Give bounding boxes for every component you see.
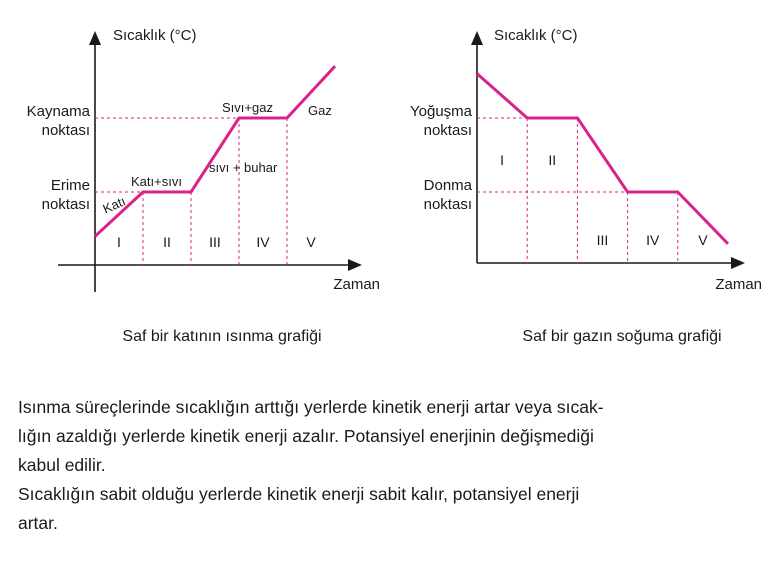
x-axis-title: Zaman: [333, 276, 380, 293]
region-label: II: [548, 152, 557, 168]
y-level-label-line: noktası: [423, 196, 472, 213]
x-axis-arrow-icon: [731, 257, 745, 269]
heating-chart: [27, 27, 380, 345]
y-axis-arrow-icon: [471, 31, 483, 45]
y-axis-arrow-icon: [89, 31, 101, 45]
phase-annotation: Sıvı+gaz: [222, 100, 273, 115]
y-level-label-line: noktası: [423, 122, 472, 139]
y-level-label-line: noktası: [41, 196, 90, 213]
paragraph-1-line-1: Isınma süreçlerinde sıcaklığın arttığı yerlerde kinetik enerji artar veya sıcak-: [18, 397, 604, 417]
paragraph-1-line-3: kabul edilir.: [18, 455, 106, 475]
region-label: IV: [646, 232, 660, 248]
chart-caption: Saf bir katının ısınma grafiği: [122, 328, 322, 345]
paragraph-1-line-2: lığın azaldığı yerlerde kinetik enerji azalır. Potansiyel enerjinin değişmediği: [18, 426, 594, 446]
region-label: I: [117, 234, 121, 250]
phase-annotation: sıvı + buhar: [209, 160, 278, 175]
phase-annotation: Katı: [100, 193, 128, 217]
data-series-line: [477, 74, 728, 244]
region-label: III: [596, 232, 609, 248]
phase-annotation: Gaz: [308, 103, 332, 118]
paragraph-2: [18, 480, 778, 538]
paragraph-1: [18, 393, 778, 480]
paragraph-2-line-1: Sıcaklığın sabit olduğu yerlerde kinetik enerji sabit kalır, potansiyel enerji: [18, 484, 580, 504]
y-level-label-line: Kaynama: [26, 103, 90, 120]
x-axis-arrow-icon: [348, 259, 362, 271]
phase-annotation: Katı+sıvı: [131, 174, 182, 189]
explanation-text: [18, 393, 778, 538]
region-label: V: [306, 234, 316, 250]
y-level-label: [410, 103, 473, 139]
y-level-label-line: Donma: [423, 177, 472, 194]
cooling-chart: [410, 27, 762, 345]
region-label: I: [500, 152, 505, 168]
y-level-label-line: Erime: [50, 177, 90, 194]
y-level-label-line: noktası: [41, 122, 90, 139]
chart-caption: Saf bir gazın soğuma grafiği: [522, 328, 722, 345]
region-label: II: [163, 234, 171, 250]
y-axis-title: Sıcaklık (°C): [494, 27, 578, 44]
y-axis-title: Sıcaklık (°C): [113, 27, 197, 44]
data-series-line: [95, 66, 335, 236]
y-level-label: [42, 177, 90, 213]
y-level-label: [27, 103, 91, 139]
paragraph-2-line-2: artar.: [18, 513, 58, 533]
region-label: III: [209, 234, 221, 250]
x-axis-title: Zaman: [715, 276, 762, 293]
region-label: V: [698, 232, 708, 248]
y-level-label-line: Yoğuşma: [410, 103, 472, 120]
y-level-label: [424, 177, 473, 213]
region-label: IV: [256, 234, 270, 250]
